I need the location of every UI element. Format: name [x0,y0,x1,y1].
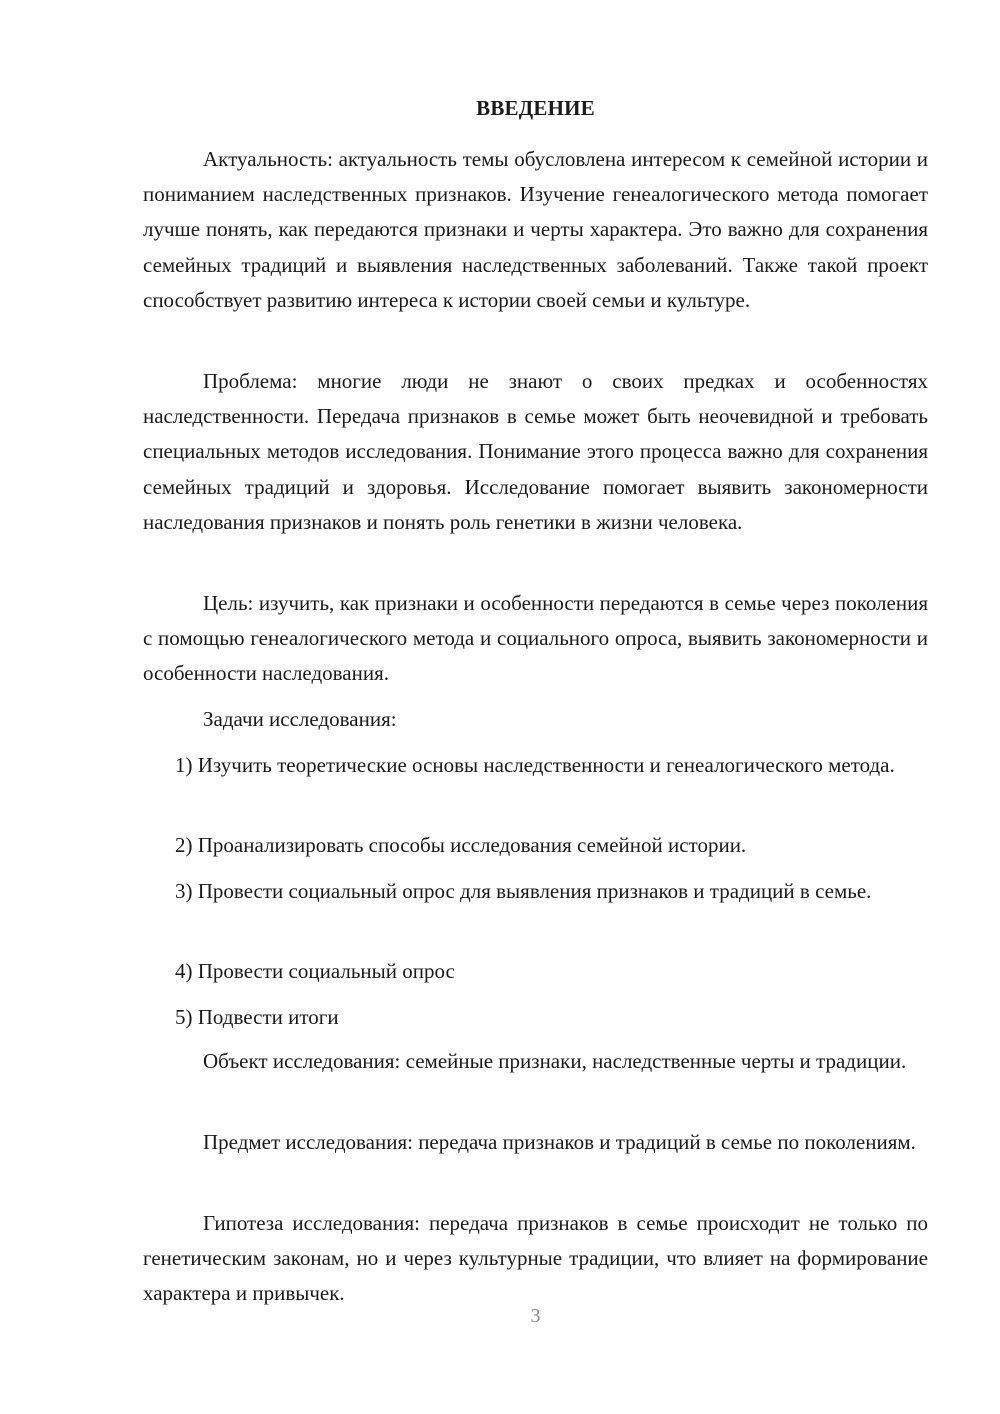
task-item-2: 2) Проанализировать способы исследования семейной истории. [175,833,747,857]
paragraph-relevance: Актуальность: актуальность темы обусловлена интересом к семейной истории и пониманием наследственных признаков. Изучение генеалогического метода помогает лучше понять, как передаются признаки и черты характера. Это важно для сохранения семейных традиций и выявления наследственных заболеваний. Также такой проект способствует развитию интереса к истории своей семьи и культуре. [143,147,928,312]
paragraph-subject: Предмет исследования: передача признаков и традиций в семье по поколениям. [203,1130,916,1154]
task-item-3: 3) Провести социальный опрос для выявления признаков и традиций в семье. [175,879,872,903]
task-item-4: 4) Провести социальный опрос [175,959,455,983]
section-title: ВВЕДЕНИЕ [476,96,595,120]
tasks-heading: Задачи исследования: [203,707,397,731]
task-item-1: 1) Изучить теоретические основы наследственности и генеалогического метода. [175,753,895,777]
paragraph-goal: Цель: изучить, как признаки и особенности передаются в семье через поколения с помощью генеалогического метода и социального опроса, выявить закономерности и особенности наследования. [143,591,928,686]
paragraph-problem: Проблема: многие люди не знают о своих предках и особенностях наследственности. Передача признаков в семье может быть неочевидной и требовать специальных методов исследования. Понимание этого процесса важно для сохранения семейных традиций и здоровья. Исследование помогает выявить закономерности наследования признаков и понять роль генетики в жизни человека. [143,369,928,534]
paragraph-object: Объект исследования: семейные признаки, наследственные черты и традиции. [203,1049,907,1073]
task-item-5: 5) Подвести итоги [175,1005,339,1029]
paragraph-hypothesis: Гипотеза исследования: передача признаков в семье происходит не только по генетическим законам, но и через культурные традиции, что влияет на формирование характера и привычек. [143,1211,928,1306]
page-number: 3 [530,1305,541,1327]
